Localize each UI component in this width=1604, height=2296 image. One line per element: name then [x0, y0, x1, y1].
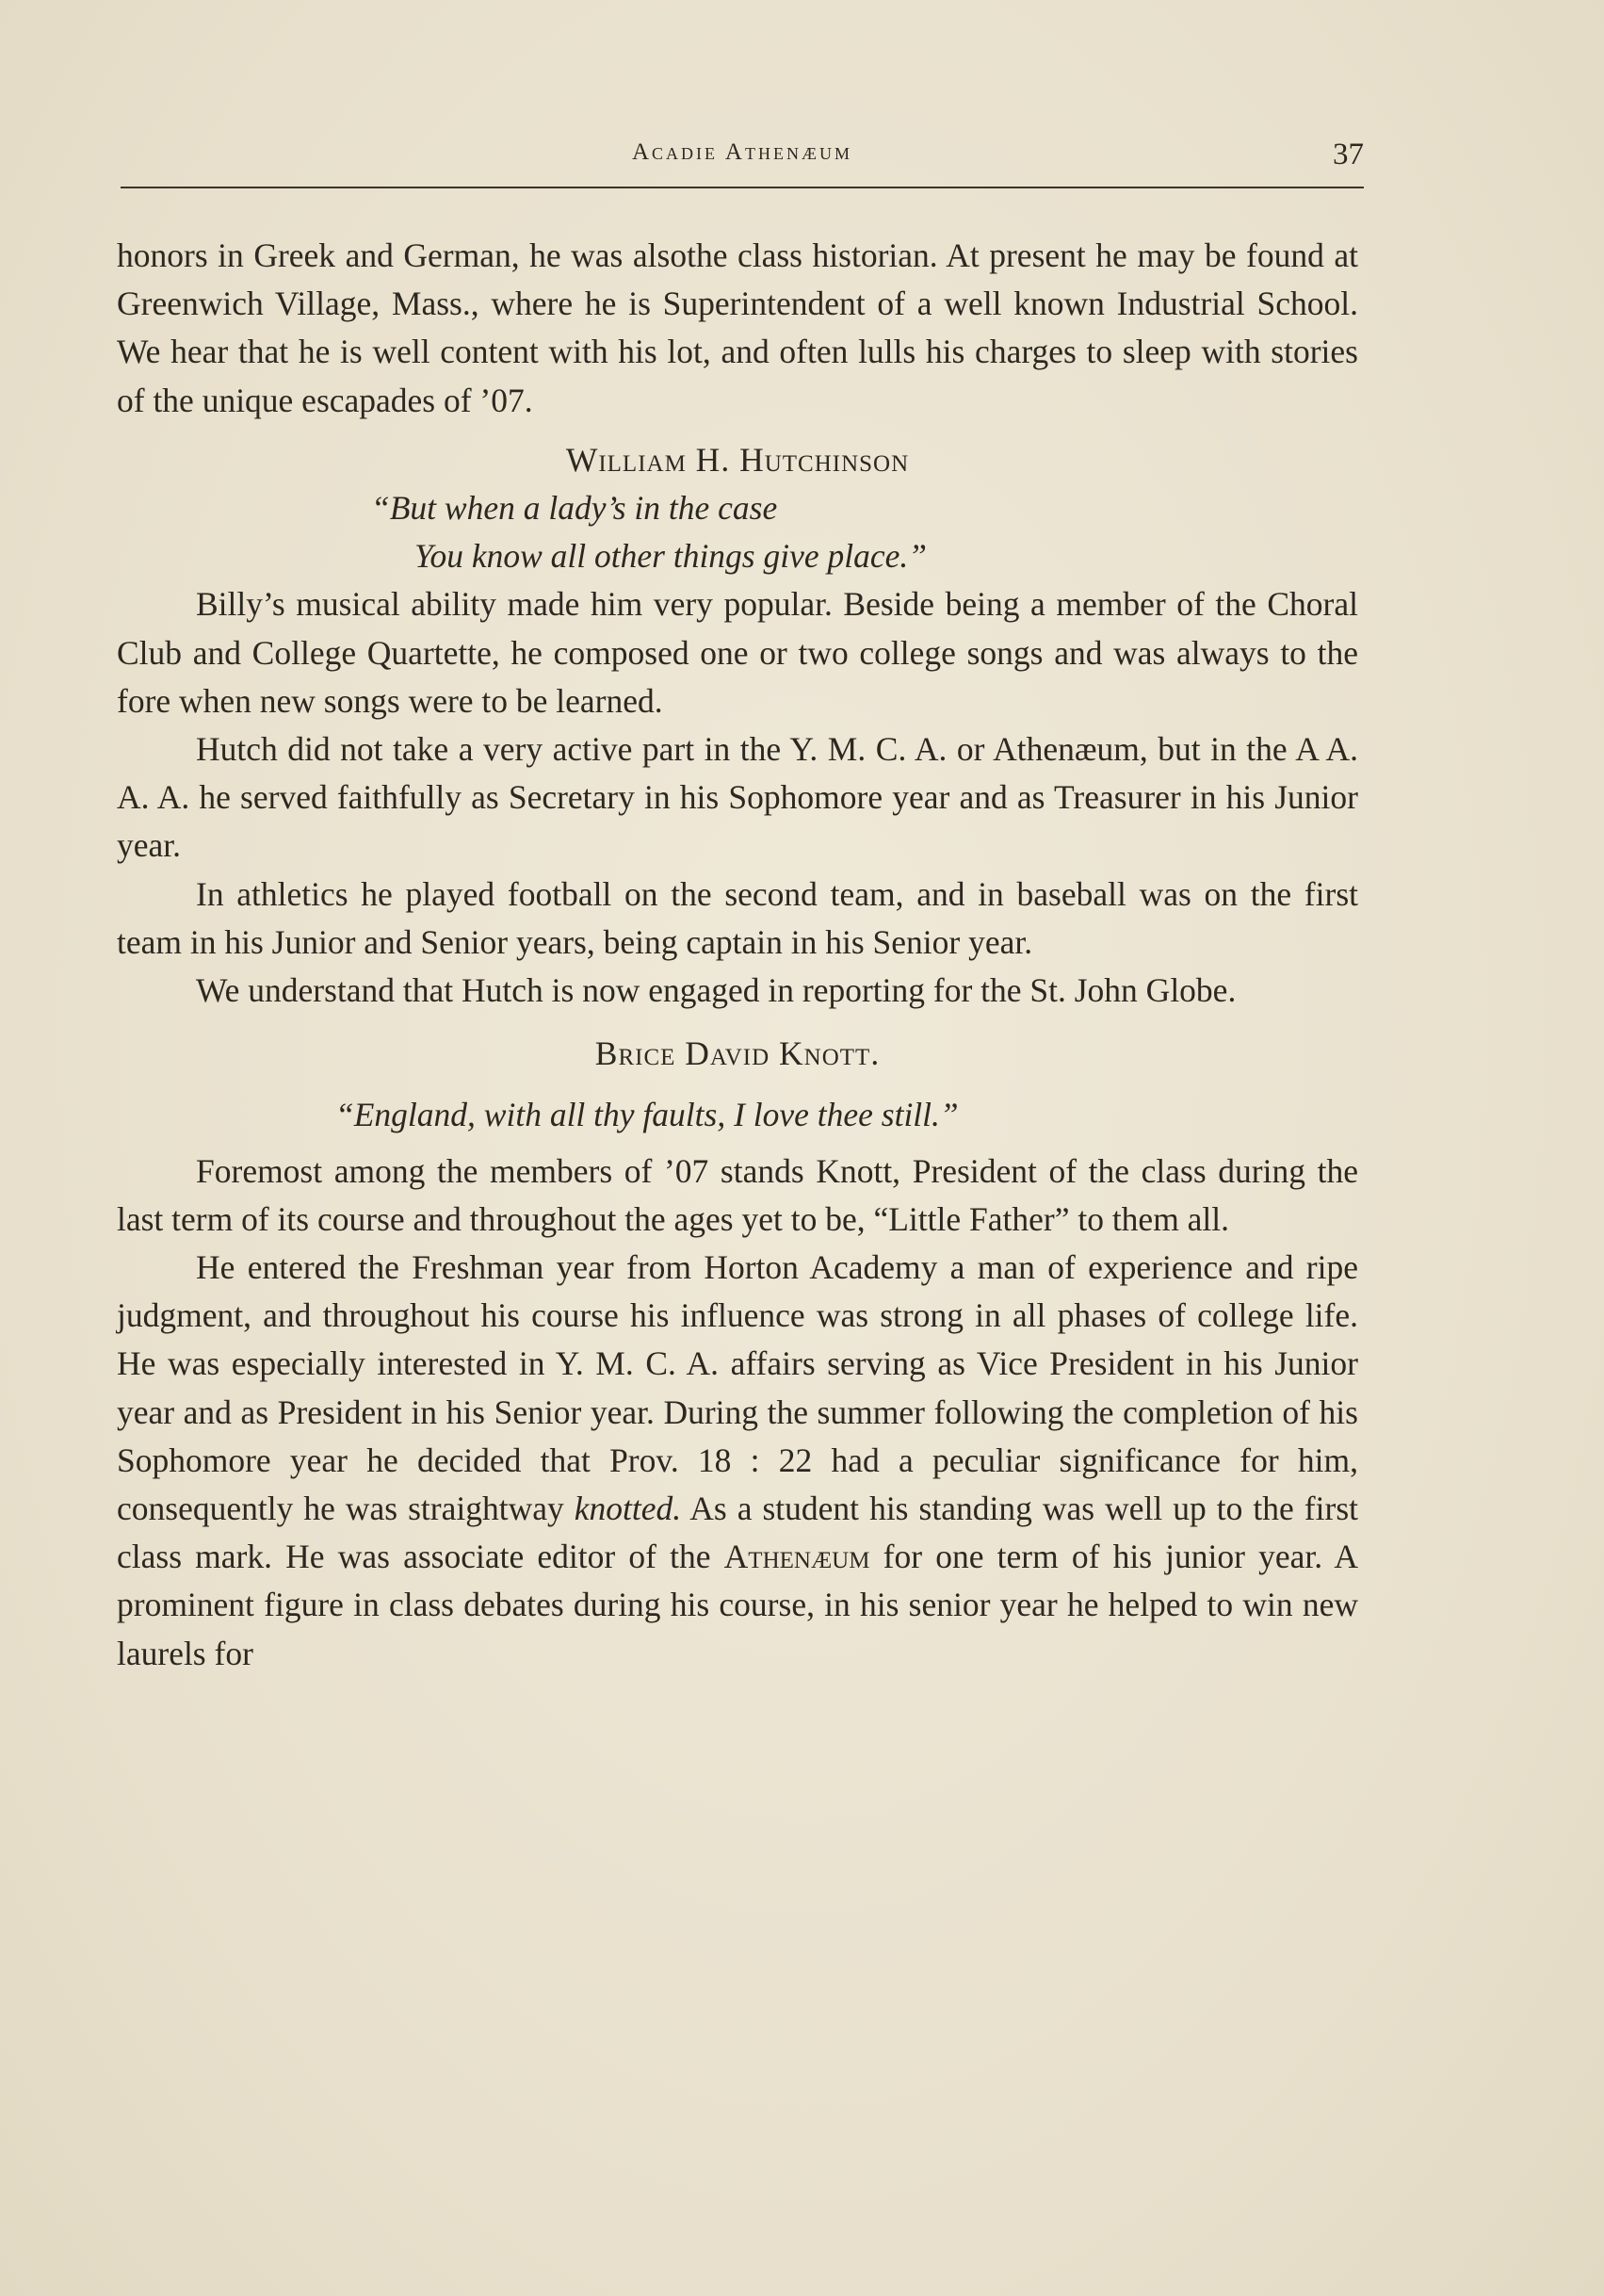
epigraph-line-1: “But when a lady’s in the case — [371, 489, 778, 528]
paragraph: Foremost among the members of ’07 stands Knott, President of the class during the last term of its course and throughout the ages yet to be, “Little Father” to them all. — [117, 1151, 1358, 1238]
text-run: He entered the Freshman year from Horton Academy a man of experience and ripe judgment, and throughout his course his influence was strong in all phases of college life. He was especially interested in Y. M. C. A. affairs serving as Vice President in his Junior year and as President in his Senior year. During the summer following the completion of his Sophomore year he decided that Prov. 18 : 22 had a peculiar significance for him, consequently he was straightway — [117, 1248, 1358, 1528]
section-heading-knott: Brice David Knott. — [594, 1034, 881, 1073]
page-body — [117, 232, 1358, 1678]
text-run: As a student his standing was well up to the first class mark. He was associate editor of the — [117, 1490, 1358, 1576]
smallcaps-text: Athenæum — [723, 1538, 870, 1576]
paragraph: We understand that Hutch is now engaged in reporting for the St. John Globe. — [196, 971, 1237, 1010]
paragraph-continued: honors in Greek and German, he was alsothe class historian. At present he may be found at Greenwich Village, Mass., where he is Superintendent of a well known Industrial School. We hear that he is well content with his lot, and often lulls his charges to sleep with stories of the unique escapades of ’07. — [117, 236, 1358, 419]
epigraph-line-2: You know all other things give place.” — [414, 537, 927, 576]
paragraph: Billy’s musical ability made him very popular. Beside being a member of the Choral Club and College Quartette, he composed one or two college songs and was always to the fore when new songs were to be learned. — [117, 585, 1358, 720]
running-title: Acadie Athenæum — [632, 139, 852, 165]
epigraph-knott: “England, with all thy faults, I love thee still.” — [335, 1096, 959, 1134]
section-heading-hutchinson: William H. Hutchinson — [565, 440, 910, 479]
page-number: 37 — [1333, 138, 1364, 171]
running-head — [121, 139, 1364, 177]
paragraph-knott-career — [117, 1244, 1358, 1678]
text-run: for one term of his junior year. A prominent figure in class debates during his course, in his senior year he helped to win new laurels for — [117, 1538, 1358, 1672]
paragraph: In athletics he played football on the second team, and in baseball was on the first team in his Junior and Senior years, being captain in his Senior year. — [117, 874, 1358, 961]
italic-text: knotted. — [574, 1490, 682, 1528]
paragraph: Hutch did not take a very active part in the Y. M. C. A. or Athenæum, but in the A A. A. A. he served faithfully as Secretary in his Sophomore year and as Treasurer in his Junior year. — [117, 730, 1358, 865]
header-rule — [121, 187, 1364, 188]
